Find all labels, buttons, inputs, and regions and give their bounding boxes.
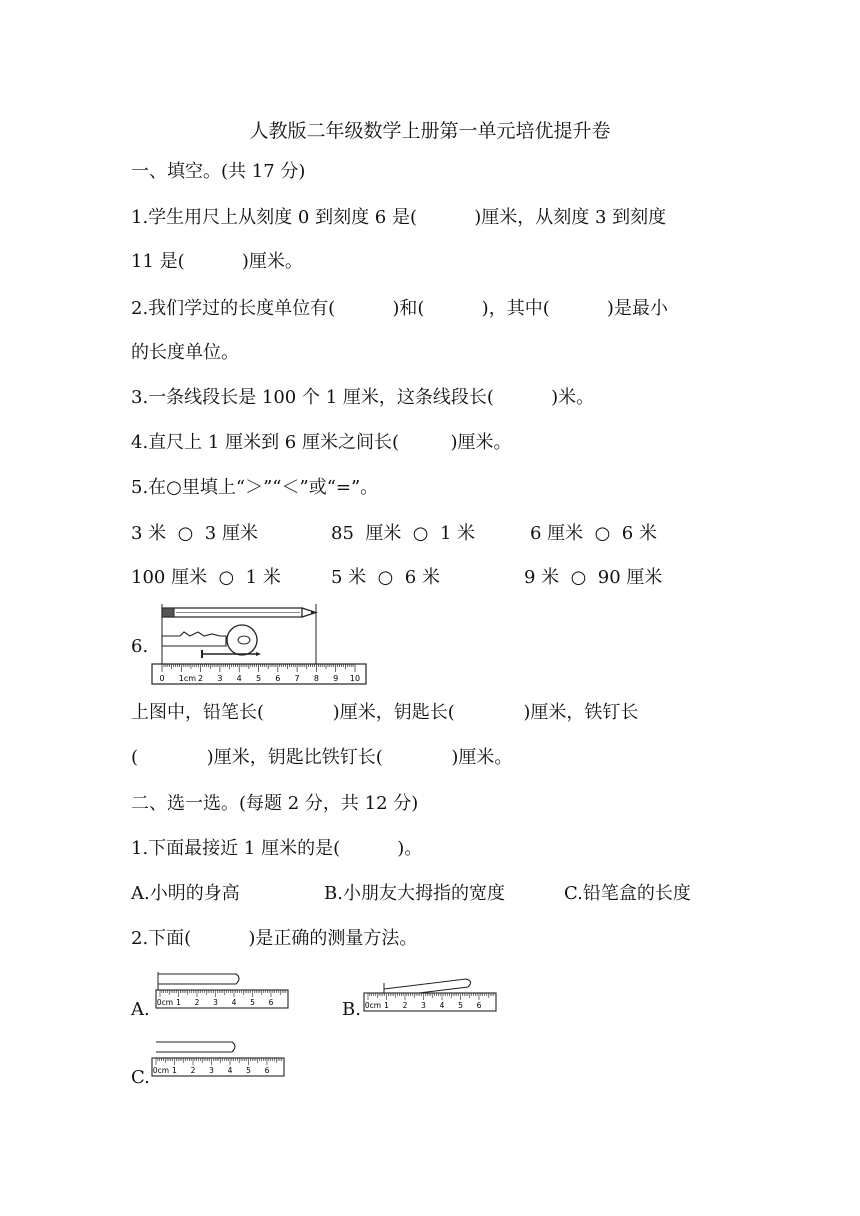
question-4: 4.直尺上 1 厘米到 6 厘米之间长( )厘米。 <box>131 432 512 453</box>
small-ruler-tick-label: 6 <box>268 998 274 1007</box>
ruler-tick-label: 2 <box>198 674 204 683</box>
option-c-figure <box>150 1038 286 1082</box>
small-ruler-tick-label: 5 <box>250 998 255 1007</box>
compare-item: 6 厘米 ○ 6 米 <box>530 523 657 544</box>
small-ruler-tick-label: 4 <box>439 1001 445 1010</box>
small-ruler-tick-label: 0cm <box>152 1066 170 1075</box>
pencil-icon <box>158 974 239 984</box>
ruler-tick-label: 8 <box>313 674 319 683</box>
question-1-line2: 11 是( )厘米。 <box>131 251 303 272</box>
small-ruler-tick-label: 4 <box>231 998 237 1007</box>
ruler-tick-label: 3 <box>217 674 223 683</box>
ruler-tick-label: 7 <box>294 674 300 683</box>
compare-item: 5 米 ○ 6 米 <box>331 567 440 588</box>
small-ruler-tick-label: 2 <box>194 998 200 1007</box>
option-b: B.小朋友大拇指的宽度 <box>324 883 505 904</box>
small-ruler-tick-label: 1 <box>176 998 181 1007</box>
small-ruler-tick-label: 5 <box>246 1066 251 1075</box>
compare-item: 85 厘米 ○ 1 米 <box>331 523 476 544</box>
small-ruler-tick-label: 5 <box>458 1001 463 1010</box>
small-ruler-tick-label: 3 <box>209 1066 214 1075</box>
ruler <box>152 664 366 684</box>
choice-question-1: 1.下面最接近 1 厘米的是( )。 <box>131 838 423 859</box>
small-ruler-tick-label: 3 <box>421 1001 426 1010</box>
ruler-tick-label: 10 <box>349 674 361 683</box>
small-ruler-tick-label: 4 <box>227 1066 233 1075</box>
compare-item: 3 米 ○ 3 厘米 <box>131 523 258 544</box>
question-2-line1: 2.我们学过的长度单位有( )和( )，其中( )是最小 <box>131 298 668 319</box>
measurement-figure <box>150 600 370 688</box>
ruler-tick-label: 1 <box>178 674 184 683</box>
question-2-line2: 的长度单位。 <box>131 342 239 363</box>
small-ruler-tick-label: 3 <box>213 998 218 1007</box>
option-c-label: C. <box>131 1067 150 1088</box>
small-ruler-tick-label: 2 <box>402 1001 408 1010</box>
ruler-tick-label: 5 <box>255 674 262 683</box>
question-6-line2: ( )厘米，钥匙比铁钉长( )厘米。 <box>131 747 513 768</box>
pencil-icon <box>156 1042 235 1052</box>
small-ruler-tick-label: 6 <box>476 1001 482 1010</box>
small-ruler-tick-label: 2 <box>190 1066 196 1075</box>
pencil-icon <box>162 608 316 617</box>
ruler-tick-label: 4 <box>236 674 242 683</box>
option-a-figure <box>154 970 290 1014</box>
compare-item: 9 米 ○ 90 厘米 <box>524 567 663 588</box>
section2-heading: 二、选一选。(每题 2 分，共 12 分) <box>131 793 419 814</box>
small-ruler-tick-label: 0cm <box>156 998 174 1007</box>
option-b-figure <box>362 975 498 1019</box>
question-3: 3.一条线段长是 100 个 1 厘米，这条线段长( )米。 <box>131 387 595 408</box>
small-ruler-tick-label: 1 <box>172 1066 177 1075</box>
ruler-tick-label: 6 <box>275 674 281 683</box>
option-a-label: A. <box>131 999 150 1020</box>
small-ruler-tick-label: 1 <box>384 1001 389 1010</box>
option-c: C.铅笔盒的长度 <box>564 883 691 904</box>
question-5: 5.在○里填上“＞”“＜”或“=”。 <box>131 477 379 498</box>
page-title: 人教版二年级数学上册第一单元培优提升卷 <box>249 120 611 142</box>
question-6-number: 6. <box>131 636 149 657</box>
ruler-tick-label: 9 <box>333 674 339 683</box>
section1-heading: 一、填空。(共 17 分) <box>131 161 306 182</box>
question-6-line1: 上图中，铅笔长( )厘米，钥匙长( )厘米，铁钉长 <box>131 702 639 723</box>
compare-item: 100 厘米 ○ 1 米 <box>131 567 281 588</box>
question-1-line1: 1.学生用尺上从刻度 0 到刻度 6 是( )厘米，从刻度 3 到刻度 <box>131 207 667 228</box>
choice-question-2: 2.下面( )是正确的测量方法。 <box>131 928 418 949</box>
ruler-tick-label: 0 <box>159 674 165 683</box>
ruler-tick-label: cm <box>183 674 197 683</box>
small-ruler-tick-label: 6 <box>264 1066 270 1075</box>
key-icon <box>162 625 257 655</box>
small-ruler-tick-label: 0cm <box>364 1001 382 1010</box>
option-a: A.小明的身高 <box>131 883 240 904</box>
option-b-label: B. <box>342 999 361 1020</box>
